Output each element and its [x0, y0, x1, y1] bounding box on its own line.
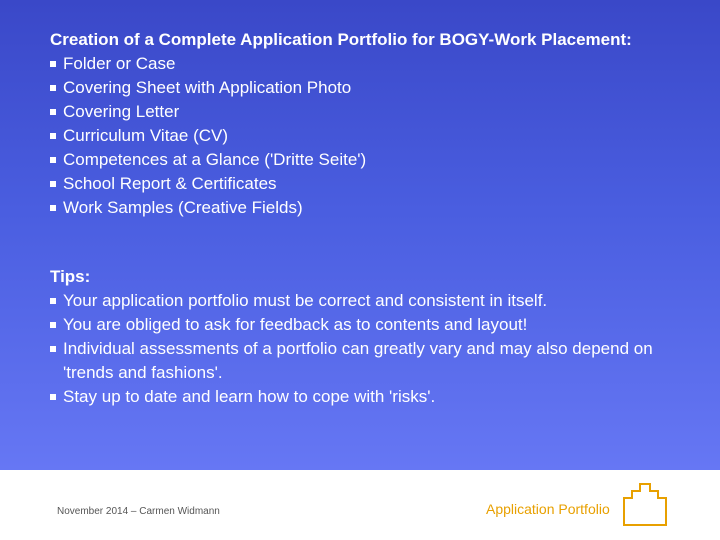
square-bullet-icon: [50, 61, 56, 67]
list-item-text: Curriculum Vitae (CV): [63, 126, 229, 145]
list-item: [50, 313, 690, 337]
square-bullet-icon: [50, 346, 56, 352]
list-item: [50, 385, 690, 409]
square-bullet-icon: [50, 85, 56, 91]
list-item-text: School Report & Certificates: [63, 174, 277, 193]
tips-list: [50, 289, 690, 409]
square-bullet-icon: [50, 322, 56, 328]
list-item-text: Your application portfolio must be correct and consistent in itself.: [63, 291, 548, 310]
list-item-text: You are obliged to ask for feedback as to contents and layout!: [63, 315, 528, 334]
list-item-text: Individual assessments of a portfolio can greatly vary and may also depend on 'trends and fashions'.: [63, 339, 653, 382]
square-bullet-icon: [50, 109, 56, 115]
slide-footer: [0, 470, 720, 540]
list-item: [50, 76, 366, 100]
list-item: [50, 124, 366, 148]
square-bullet-icon: [50, 394, 56, 400]
list-item-text: Folder or Case: [63, 54, 176, 73]
footer-brand-label: Application Portfolio: [486, 501, 610, 517]
portfolio-items-list: [50, 52, 366, 220]
square-bullet-icon: [50, 133, 56, 139]
list-item-text: Stay up to date and learn how to cope with 'risks'.: [63, 387, 436, 406]
square-bullet-icon: [50, 205, 56, 211]
portfolio-heading: Creation of a Complete Application Portfolio for BOGY-Work Placement:: [50, 30, 632, 49]
list-item-text: Work Samples (Creative Fields): [63, 198, 303, 217]
footer-date-author: November 2014 – Carmen Widmann: [57, 506, 220, 517]
list-item: [50, 337, 690, 385]
square-bullet-icon: [50, 157, 56, 163]
list-item-text: Covering Sheet with Application Photo: [63, 78, 352, 97]
tips-heading: Tips:: [50, 267, 91, 286]
folder-steps-icon: [620, 478, 672, 530]
square-bullet-icon: [50, 181, 56, 187]
list-item: [50, 196, 366, 220]
square-bullet-icon: [50, 298, 56, 304]
list-item-text: Covering Letter: [63, 102, 180, 121]
list-item-text: Competences at a Glance ('Dritte Seite'): [63, 150, 367, 169]
list-item: [50, 148, 366, 172]
list-item: [50, 52, 366, 76]
list-item: [50, 289, 690, 313]
list-item: [50, 100, 366, 124]
list-item: [50, 172, 366, 196]
